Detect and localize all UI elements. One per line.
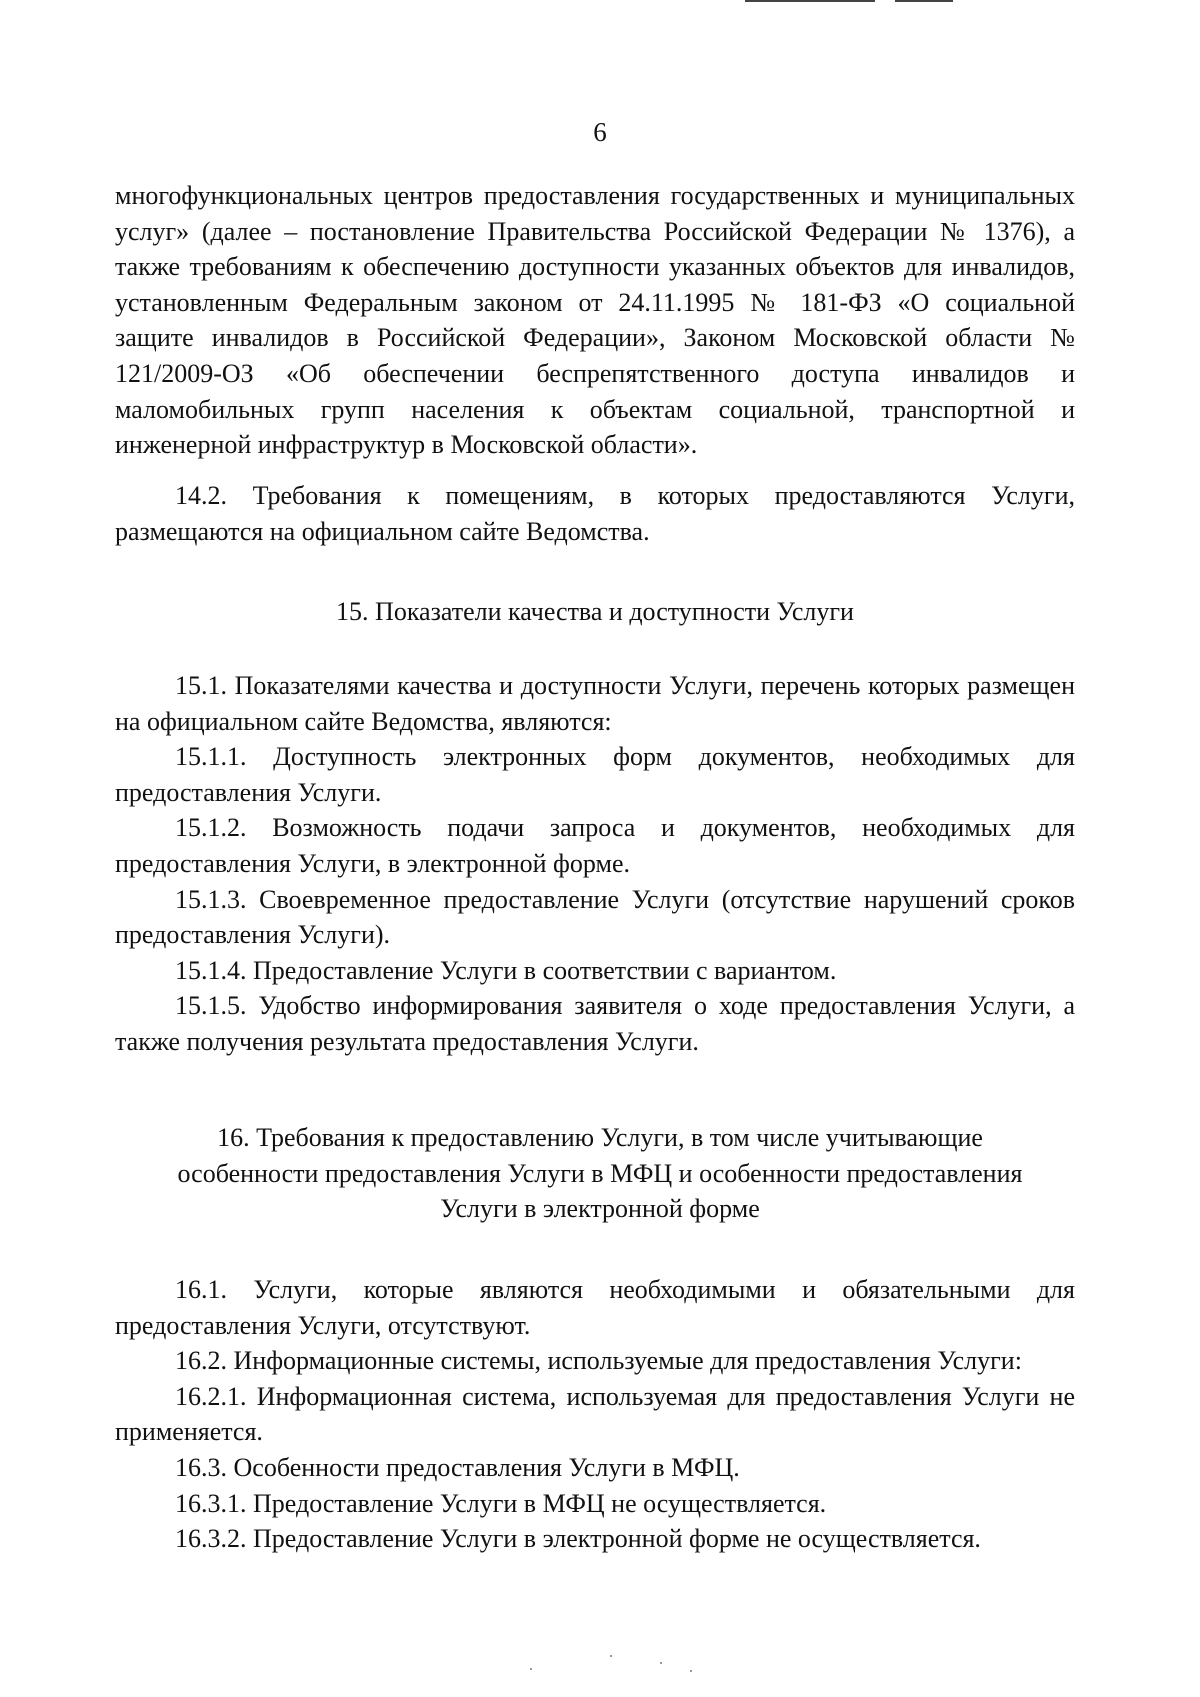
scan-speck bbox=[660, 1662, 662, 1664]
clause-16-3-1: 16.3.1. Предоставление Услуги в МФЦ не осуществляется. bbox=[175, 1488, 827, 1518]
clause-16-3-2: 16.3.2. Предоставление Услуги в электронной форме не осуществляется. bbox=[175, 1524, 981, 1554]
section-16-heading: 16. Требования к предоставлению Услуги, в том числе учитывающие особенности предоставления Услуги в МФЦ и особенности предоставления Услуги в электронной форме bbox=[177, 1123, 1023, 1224]
clause-15-1-5: 15.1.5. Удобство информирования заявителя о ходе предоставления Услуги, а также получения результата предоставления Услуги. bbox=[115, 991, 1075, 1056]
clause-16-3: 16.3. Особенности предоставления Услуги в МФЦ. bbox=[175, 1452, 740, 1482]
clause-14-2-block bbox=[115, 478, 1075, 549]
section-15-heading: 15. Показатели качества и доступности Услуги bbox=[336, 597, 854, 626]
clause-15-1-3: 15.1.3. Своевременное предоставление Услуги (отсутствие нарушений сроков предоставления Услуги). bbox=[115, 884, 1075, 950]
clause-16-2-1: 16.2.1. Информационная система, используемая для предоставления Услуги не применяется. bbox=[115, 1381, 1075, 1447]
scan-speck bbox=[610, 1655, 612, 1657]
clause-15-1-4: 15.1.4. Предоставление Услуги в соответствии с вариантом. bbox=[175, 955, 837, 985]
clause-14-2: 14.2. Требования к помещениям, в которых предоставляются Услуги, размещаются на официальном сайте Ведомства. bbox=[115, 481, 1075, 546]
clause-15-1: 15.1. Показателями качества и доступности Услуги, перечень которых размещен на официальном сайте Ведомства, являются: bbox=[115, 671, 1075, 736]
intro-block bbox=[115, 178, 1075, 463]
section-16-heading-block bbox=[150, 1120, 1050, 1227]
clause-15-1-2: 15.1.2. Возможность подачи запроса и документов, необходимых для предоставления Услуги, в электронной форме. bbox=[115, 813, 1075, 878]
section-15-body bbox=[115, 668, 1075, 1060]
page-number: 6 bbox=[593, 117, 607, 147]
scan-edge-line bbox=[895, 0, 953, 2]
clause-16-1: 16.1. Услуги, которые являются необходимыми и обязательными для предоставления Услуги, отсутствуют. bbox=[115, 1275, 1075, 1340]
section-15-heading-block bbox=[115, 594, 1075, 630]
clause-15-1-1: 15.1.1. Доступность электронных форм документов, необходимых для предоставления Услуги. bbox=[115, 742, 1075, 807]
section-16-body bbox=[115, 1272, 1075, 1557]
scan-speck bbox=[530, 1668, 532, 1670]
intro-paragraph: многофункциональных центров предоставления государственных и муниципальных услуг» (далее – постановление Правительства Российской Федерации № 1376), а также требованиям к обеспечению доступности указанных объектов для инвалидов, установленным Федеральным законом от 24.11.1995 № 181-ФЗ «О социальной защите инвалидов в Российской Федерации», Законом Московской области № 121/2009-ОЗ «Об обеспечении беспрепятственного доступа инвалидов и маломобильных групп населения к объектам социальной, транспортной и инженерной инфраструктур в Московской области». bbox=[115, 181, 1075, 460]
scan-speck bbox=[690, 1670, 692, 1672]
scan-edge-line bbox=[745, 0, 875, 2]
clause-16-2: 16.2. Информационные системы, используемые для предоставления Услуги: bbox=[175, 1346, 1022, 1376]
